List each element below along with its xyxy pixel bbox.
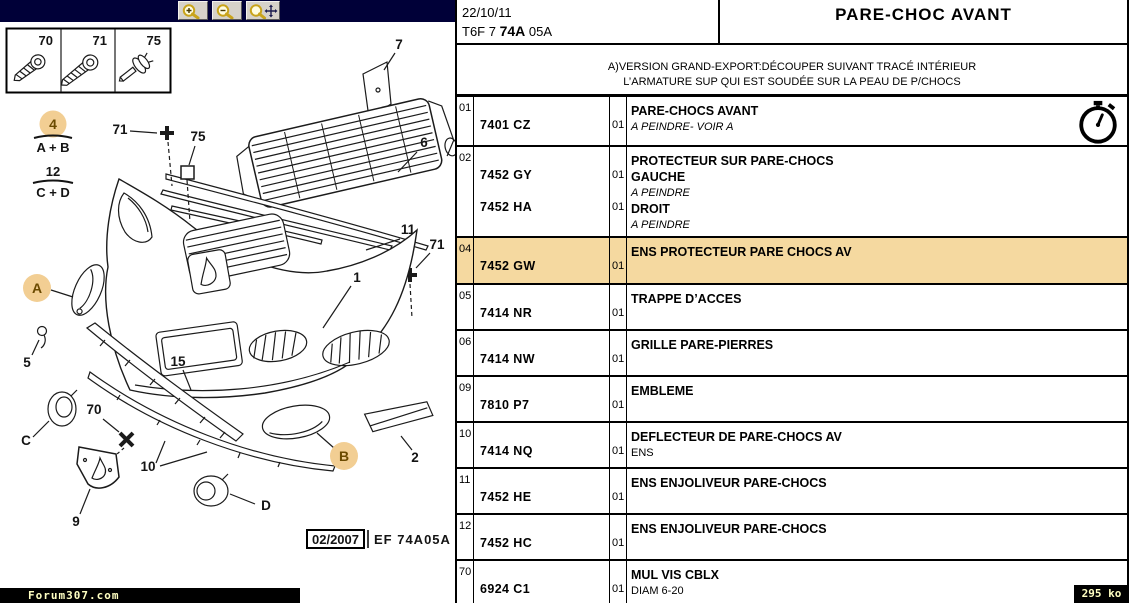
- part-qty: 01: [612, 307, 625, 319]
- table-row-05[interactable]: [457, 285, 1127, 331]
- zoom-in-button[interactable]: [178, 1, 208, 20]
- part-qty: 01: [612, 399, 625, 411]
- fog-ring-c-art: [33, 390, 77, 437]
- callout-6[interactable]: 6: [420, 135, 428, 150]
- part-title: PARE-CHOCS AVANT: [631, 104, 759, 118]
- callout-A[interactable]: A: [31, 280, 43, 296]
- part-note: DIAM 6-20: [631, 585, 684, 597]
- part-title: MUL VIS CBLX: [631, 568, 719, 582]
- callout-11[interactable]: 11: [400, 222, 416, 237]
- sheet-date: 22/10/11: [462, 5, 512, 20]
- callout-10[interactable]: 10: [140, 459, 156, 474]
- fastener-legend: [7, 29, 171, 93]
- callout-1[interactable]: 1: [353, 270, 361, 285]
- part-qty: 01: [612, 583, 625, 595]
- washer-cover-a-art: [65, 260, 111, 320]
- part-note: A PEINDRE: [631, 219, 690, 231]
- zoom-out-button[interactable]: [212, 1, 242, 20]
- part-ref: 7810 P7: [480, 398, 530, 412]
- part-ref: 7452 GW: [480, 259, 536, 273]
- toolbar: [0, 0, 455, 22]
- row-number: 01: [457, 97, 474, 145]
- leader-10: [156, 441, 207, 466]
- watermark-site: Forum307.com: [0, 588, 300, 603]
- part-ref: 7452 GY: [480, 168, 533, 182]
- callout-D[interactable]: D: [261, 498, 271, 513]
- magnifier-move-icon: [248, 3, 278, 19]
- callout-7[interactable]: 7: [395, 37, 403, 52]
- part-qty: 01: [612, 169, 625, 181]
- part-title: ENS ENJOLIVEUR PARE-CHOCS: [631, 522, 827, 536]
- sheet-header: [457, 0, 1127, 45]
- bumper-diagram-art: [0, 22, 455, 588]
- part-note: A PEINDRE- VOIR A: [631, 121, 734, 133]
- sheet-ref-box: [457, 0, 720, 43]
- emblem-art: [77, 447, 119, 514]
- part-ref: 7452 HA: [480, 200, 533, 214]
- part-note: A PEINDRE: [631, 187, 690, 199]
- callout-B[interactable]: B: [338, 448, 350, 464]
- part-title: DEFLECTEUR DE PARE-CHOCS AV: [631, 430, 842, 444]
- part-qty: 01: [612, 353, 625, 365]
- table-row-10[interactable]: [457, 423, 1127, 469]
- table-row-02[interactable]: [457, 147, 1127, 238]
- exploded-diagram[interactable]: [0, 22, 455, 588]
- row-number: 12: [457, 515, 474, 559]
- callout-C[interactable]: C: [21, 433, 31, 448]
- version-note: [457, 45, 1127, 97]
- ratio-labels: [33, 111, 73, 201]
- row-number: 04: [457, 238, 474, 283]
- note-line-2: L’ARMATURE SUP QUI EST SOUDÉE SUR LA PEAU DE P/CHOCS: [623, 76, 961, 88]
- magnifier-plus-icon: [181, 3, 205, 19]
- callout-2[interactable]: 2: [411, 450, 419, 465]
- row-number: 06: [457, 331, 474, 375]
- bumper-skin-art: [106, 179, 417, 398]
- fastener-label-75[interactable]: 75: [146, 33, 161, 48]
- table-row-09[interactable]: [457, 377, 1127, 423]
- row-number: 05: [457, 285, 474, 329]
- table-row-04-selected[interactable]: [457, 238, 1127, 285]
- leader-71-top: [130, 131, 157, 133]
- part-title: EMBLEME: [631, 384, 694, 398]
- part-qty: 01: [612, 445, 625, 457]
- stopwatch-icon: [1072, 99, 1124, 145]
- part-ref: 7414 NR: [480, 306, 533, 320]
- zoom-area-button[interactable]: [246, 1, 280, 20]
- cross-marker-71-top: [160, 126, 174, 140]
- sheet-ref: T6F 7 74A 05A: [462, 23, 553, 39]
- table-row-11[interactable]: [457, 469, 1127, 515]
- row-number: 02: [457, 147, 474, 236]
- callout-9[interactable]: 9: [72, 514, 80, 529]
- callout-75[interactable]: 75: [190, 129, 206, 144]
- part-side-label: GAUCHE: [631, 170, 686, 184]
- part-qty: 01: [612, 260, 625, 272]
- callout-71-right[interactable]: 71: [429, 237, 445, 252]
- leader-71-right: [416, 253, 430, 268]
- page-title: PARE-CHOC AVANT: [835, 5, 1012, 24]
- part-title: PROTECTEUR SUR PARE-CHOCS: [631, 154, 834, 168]
- row-number: 70: [457, 561, 474, 603]
- callout-70[interactable]: 70: [86, 402, 102, 417]
- filesize-badge: 295 ko: [1074, 585, 1129, 603]
- row-number: 11: [457, 469, 474, 513]
- ratio-a-plus-b[interactable]: A + B: [36, 140, 70, 155]
- grille-art: [231, 93, 455, 212]
- callout-4[interactable]: 4: [49, 116, 57, 132]
- x-marker-70: [120, 433, 133, 446]
- leader-2: [401, 436, 412, 450]
- part-ref: 7414 NW: [480, 352, 535, 366]
- part-qty: 01: [612, 119, 625, 131]
- callout-5[interactable]: 5: [23, 355, 31, 370]
- part-qty: 01: [612, 491, 625, 503]
- callout-15[interactable]: 15: [170, 354, 186, 369]
- fastener-label-70[interactable]: 70: [38, 33, 53, 48]
- part-ref: 6924 C1: [480, 582, 531, 596]
- row-number: 09: [457, 377, 474, 421]
- part-side-label: DROIT: [631, 202, 670, 216]
- table-row-06[interactable]: [457, 331, 1127, 377]
- part-title: ENS PROTECTEUR PARE CHOCS AV: [631, 245, 852, 259]
- stamp-date: 02/2007: [312, 532, 359, 547]
- stamp-code: EF 74A05A: [374, 532, 451, 547]
- leader-b: [317, 433, 334, 448]
- parts-panel: [455, 0, 1129, 603]
- table-row-12[interactable]: [457, 515, 1127, 561]
- part-title: TRAPPE D’ACCES: [631, 292, 742, 306]
- dash-71-right: [410, 284, 412, 318]
- row-number: 10: [457, 423, 474, 467]
- leader-a: [51, 290, 73, 297]
- side-strip-2-art: [364, 401, 434, 432]
- part-note: ENS: [631, 447, 654, 459]
- part-ref: 7414 NQ: [480, 444, 533, 458]
- leader-70: [103, 419, 119, 432]
- revision-stamp: [307, 530, 451, 548]
- callout-12[interactable]: 12: [45, 164, 61, 179]
- square-marker-75: [181, 166, 194, 179]
- ratio-c-plus-d[interactable]: C + D: [36, 185, 70, 200]
- part-ref: 7452 HE: [480, 490, 532, 504]
- part-ref: 7452 HC: [480, 536, 533, 550]
- part-ref: 7401 CZ: [480, 118, 531, 132]
- part-title: ENS ENJOLIVEUR PARE-CHOCS: [631, 476, 827, 490]
- part-qty: 01: [612, 201, 625, 213]
- table-row-70[interactable]: [457, 561, 1127, 603]
- magnifier-minus-icon: [215, 3, 239, 19]
- clip-5-art: [32, 327, 47, 356]
- part-qty: 01: [612, 537, 625, 549]
- part-title: GRILLE PARE-PIERRES: [631, 338, 774, 352]
- table-row-01[interactable]: [457, 97, 1127, 147]
- callout-71-top[interactable]: 71: [112, 122, 128, 137]
- note-line-1: A)VERSION GRAND-EXPORT:DÉCOUPER SUIVANT TRACÉ INTÉRIEUR: [607, 61, 977, 73]
- leader-75: [189, 146, 195, 165]
- fastener-label-71[interactable]: 71: [92, 33, 107, 48]
- fog-ring-d-art: [194, 474, 255, 506]
